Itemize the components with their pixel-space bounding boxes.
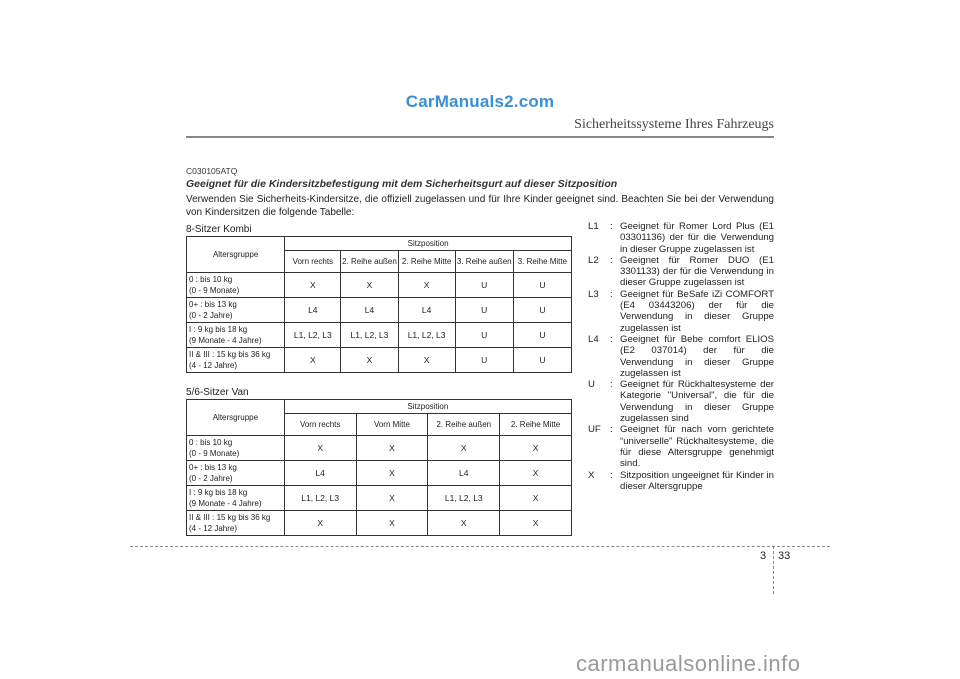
table-cell: U <box>455 298 513 323</box>
table-cell: L4 <box>341 298 398 323</box>
table-cell: X <box>341 348 398 373</box>
table-cell: X <box>500 461 572 486</box>
column-header: 2. Reihe außen <box>428 414 500 436</box>
age-group-header: Altersgruppe <box>187 237 285 273</box>
table-cell: X <box>398 348 455 373</box>
table-row <box>187 511 572 536</box>
table-cell: L1, L2, L3 <box>284 486 356 511</box>
table-cell: X <box>285 273 341 298</box>
table-cell: X <box>356 436 428 461</box>
section-heading: Geeignet für die Kindersitzbefestigung mit dem Sicherheitsgurt auf dieser Sitzposition <box>186 178 618 190</box>
table-cell: L4 <box>285 298 341 323</box>
legend-item: U : Geeignet für Rückhaltesysteme der Kategorie "Universal", die für die Verwendung in dieser Gruppe zugelassen sind <box>588 379 774 425</box>
table-row <box>187 348 572 373</box>
age-group-cell: I : 9 kg bis 18 kg (9 Monate - 4 Jahre) <box>187 323 285 348</box>
footer-dashed-divider <box>773 546 774 594</box>
table-row <box>187 486 572 511</box>
table-van <box>186 399 572 536</box>
table-cell: U <box>455 323 513 348</box>
seat-position-header: Sitzposition <box>285 237 572 251</box>
legend-item: UF : Geeignet für nach vorn gerichtete “universelle” Rückhaltesysteme, die für diese Altersgruppe genehmigt sind. <box>588 424 774 470</box>
column-header: 2. Reihe Mitte <box>398 251 455 273</box>
age-group-cell: 0 : bis 10 kg (0 - 9 Monate) <box>187 436 285 461</box>
table-cell: X <box>285 348 341 373</box>
table-cell: X <box>356 486 428 511</box>
table-cell: L4 <box>284 461 356 486</box>
age-group-cell: II & III : 15 kg bis 36 kg (4 - 12 Jahre) <box>187 511 285 536</box>
table-cell: U <box>455 273 513 298</box>
column-header: Vorn rechts <box>285 251 341 273</box>
watermark-bottom: carmanualsonline.info <box>576 651 801 676</box>
column-header: 3. Reihe Mitte <box>513 251 571 273</box>
table-row <box>187 323 572 348</box>
legend-item: L3 : Geeignet für BeSafe iZi COMFORT (E4 03443206) der für die Verwendung in dieser Gruppe zugelassen ist <box>588 288 774 334</box>
table-cell: L1, L2, L3 <box>428 486 500 511</box>
column-header: Vorn rechts <box>284 414 356 436</box>
age-group-cell: 0+ : bis 13 kg (0 - 2 Jahre) <box>187 298 285 323</box>
table-cell: X <box>500 486 572 511</box>
table-cell: X <box>284 511 356 536</box>
page-number: 33 <box>778 550 791 562</box>
table-cell: U <box>455 348 513 373</box>
table-cell: L1, L2, L3 <box>285 323 341 348</box>
table-cell: X <box>428 436 500 461</box>
column-header: 3. Reihe außen <box>455 251 513 273</box>
header-rule <box>186 136 774 138</box>
age-group-cell: 0 : bis 10 kg (0 - 9 Monate) <box>187 273 285 298</box>
table-cell: X <box>356 461 428 486</box>
age-group-cell: I : 9 kg bis 18 kg (9 Monate - 4 Jahre) <box>187 486 285 511</box>
table-cell: L1, L2, L3 <box>341 323 398 348</box>
column-header: 2. Reihe außen <box>341 251 398 273</box>
column-header: Vorn Mitte <box>356 414 428 436</box>
age-group-header: Altersgruppe <box>187 400 285 436</box>
table-cell: X <box>500 436 572 461</box>
table-cell: X <box>284 436 356 461</box>
table-cell: L1, L2, L3 <box>398 323 455 348</box>
legend-item: X : Sitzposition ungeeignet für Kinder in dieser Altersgruppe <box>588 469 774 492</box>
table-cell: L4 <box>428 461 500 486</box>
table-cell: U <box>513 348 571 373</box>
legend-item: L1 : Geeignet für Romer Lord Plus (E1 03301136) der für die Verwendung in dieser Gruppe zugelassen ist <box>588 221 774 255</box>
legend-item: L2 : Geeignet für Romer DUO (E1 3301133) der für die Verwendung in dieser Gruppe zugelassen ist <box>588 254 774 289</box>
legend <box>588 221 774 492</box>
table-row <box>187 273 572 298</box>
table-cell: X <box>341 273 398 298</box>
footer-dashed-rule <box>130 546 830 547</box>
age-group-cell: II & III : 15 kg bis 36 kg (4 - 12 Jahre) <box>187 348 285 373</box>
seat-position-header: Sitzposition <box>284 400 571 414</box>
table-cell: X <box>428 511 500 536</box>
table-cell: U <box>513 273 571 298</box>
table-row <box>187 436 572 461</box>
table-cell: X <box>398 273 455 298</box>
table-cell: X <box>356 511 428 536</box>
chapter-number: 3 <box>760 550 767 562</box>
column-header: 2. Reihe Mitte <box>500 414 572 436</box>
table-cell: X <box>500 511 572 536</box>
table-row <box>187 461 572 486</box>
intro-paragraph: Verwenden Sie Sicherheits-Kindersitze, die offiziell zugelassen und für Ihre Kinder geeignet sind. Beachten Sie bei der Verwendung von Kindersitzen die folgende Tabelle: <box>186 194 774 218</box>
watermark-top: CarManuals2.com <box>405 92 555 111</box>
section-title: Sicherheitssysteme Ihres Fahrzeugs <box>574 117 774 132</box>
table-cell: U <box>513 323 571 348</box>
table-cell: U <box>513 298 571 323</box>
table-8-seater <box>186 236 572 373</box>
table-row <box>187 298 572 323</box>
table-cell: L4 <box>398 298 455 323</box>
legend-item: L4 : Geeignet für Bebe comfort ELIOS (E2 037014) der für die Verwendung in dieser Gruppe zugelassen ist <box>588 333 774 379</box>
table2-title: 5/6-Sitzer Van <box>186 387 249 398</box>
age-group-cell: 0+ : bis 13 kg (0 - 2 Jahre) <box>187 461 285 486</box>
table1-title: 8-Sitzer Kombi <box>186 224 252 235</box>
section-code: C030105ATQ <box>186 166 238 176</box>
